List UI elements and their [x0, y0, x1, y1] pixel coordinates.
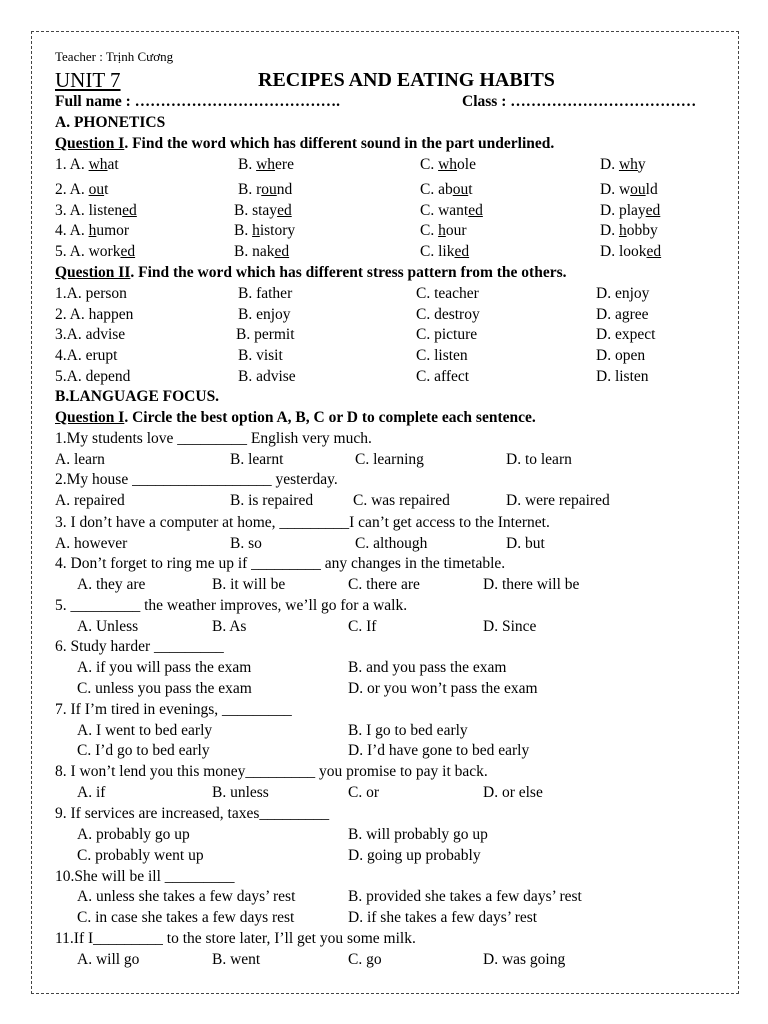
option-text: C. teacher: [416, 285, 479, 302]
option-text: C. there are: [348, 576, 420, 593]
option-text: D. would: [600, 181, 658, 198]
option-text: D. but: [506, 535, 545, 552]
option-text: B. where: [238, 156, 294, 173]
option-text: D. enjoy: [596, 285, 650, 302]
unit-label: UNIT 7: [55, 68, 121, 92]
option-text: A. Unless: [77, 618, 139, 635]
option-text: D. were repaired: [506, 492, 610, 509]
option-text: D. listen: [596, 368, 649, 385]
question-text: 4. Don’t forget to ring me up if _________ any changes in the timetable.: [55, 555, 506, 572]
option-text: B. father: [238, 285, 293, 302]
option-text: C. I’d go to bed early: [77, 742, 210, 759]
option-text: A. unless she takes a few days’ rest: [77, 888, 296, 905]
option-text: C. whole: [420, 156, 476, 173]
option-text: C. about: [420, 181, 473, 198]
option-text: 5.A. depend: [55, 368, 131, 385]
question-text: . Find the word which has different sound in the part underlined.: [124, 135, 555, 152]
option-text: D. was going: [483, 951, 566, 968]
question-text: 2.My house __________________ yesterday.: [55, 471, 338, 488]
option-text: A. they are: [77, 576, 146, 593]
option-text: 5. A. worked: [55, 243, 136, 260]
option-text: A. will go: [77, 951, 140, 968]
option-text: D. hobby: [600, 222, 658, 239]
question-a2-instruction: [55, 264, 567, 282]
option-text: B. history: [234, 222, 296, 239]
question-text: 7. If I’m tired in evenings, _________: [55, 701, 292, 718]
option-text: D. looked: [600, 243, 662, 260]
option-text: C. hour: [420, 222, 467, 239]
question-text: 1.My students love _________ English very much.: [55, 430, 372, 447]
option-text: C. listen: [416, 347, 468, 364]
option-text: D. open: [596, 347, 646, 364]
question-text: 3. I don’t have a computer at home, _________I can’t get access to the Internet.: [55, 514, 550, 531]
option-text: 2. A. happen: [55, 306, 134, 323]
option-text: D. to learn: [506, 451, 572, 468]
option-text: C. learning: [355, 451, 424, 468]
option-text: 1. A. what: [55, 156, 119, 173]
page-title: RECIPES AND EATING HABITS: [258, 69, 555, 91]
question-text: 10.She will be ill _________: [55, 868, 235, 885]
option-text: B. stayed: [234, 202, 292, 219]
option-text: A. if you will pass the exam: [77, 659, 252, 676]
question-label: Question II: [55, 264, 131, 281]
option-text: C. affect: [416, 368, 470, 385]
question-text: 8. I won’t lend you this money_________ you promise to pay it back.: [55, 763, 488, 780]
question-text: 5. _________ the weather improves, we’ll go for a walk.: [55, 597, 408, 614]
option-text: D. Since: [483, 618, 537, 635]
question-text: 11.If I_________ to the store later, I’ll get you some milk.: [55, 930, 416, 947]
option-text: A. I went to bed early: [77, 722, 213, 739]
option-text: C. go: [348, 951, 382, 968]
option-text: D. or you won’t pass the exam: [348, 680, 538, 697]
option-text: B. it will be: [212, 576, 286, 593]
option-text: C. unless you pass the exam: [77, 680, 252, 697]
option-text: D. if she takes a few days’ rest: [348, 909, 538, 926]
section-a-heading: A. PHONETICS: [55, 114, 166, 131]
option-text: D. agree: [596, 306, 649, 323]
option-text: D. I’d have gone to bed early: [348, 742, 530, 759]
option-text: B. so: [230, 535, 262, 552]
option-text: D. played: [600, 202, 661, 219]
question-label: Question I: [55, 135, 125, 152]
option-text: C. wanted: [420, 202, 483, 219]
option-text: A. repaired: [55, 492, 125, 509]
question-text: 9. If services are increased, taxes_________: [55, 805, 330, 822]
option-text: B. went: [212, 951, 261, 968]
question-b1-instruction: [55, 409, 536, 427]
question-text: . Circle the best option A, B, C or D to complete each sentence.: [124, 409, 536, 426]
option-text: B. and you pass the exam: [348, 659, 507, 676]
question-a1-instruction: [55, 135, 554, 153]
full-name-field: Full name : ………………………………….: [55, 93, 341, 110]
option-text: A. however: [55, 535, 128, 552]
option-text: C. although: [355, 535, 428, 552]
option-text: 1.A. person: [55, 285, 127, 302]
option-text: B. visit: [238, 347, 283, 364]
option-text: B. enjoy: [238, 306, 291, 323]
option-text: C. liked: [420, 243, 470, 260]
question-label: Question I: [55, 409, 125, 426]
section-b-heading: B.LANGUAGE FOCUS.: [55, 388, 220, 405]
option-text: D. going up probably: [348, 847, 481, 864]
option-text: 2. A. out: [55, 181, 109, 198]
option-text: C. probably went up: [77, 847, 204, 864]
option-text: C. If: [348, 618, 377, 635]
option-text: C. picture: [416, 326, 478, 343]
option-text: 4.A. erupt: [55, 347, 118, 364]
option-text: B. naked: [234, 243, 290, 260]
option-text: B. is repaired: [230, 492, 314, 509]
option-text: C. was repaired: [353, 492, 450, 509]
option-text: B. round: [238, 181, 293, 198]
option-text: B. unless: [212, 784, 269, 801]
option-text: A. learn: [55, 451, 105, 468]
teacher-name: Teacher : Trịnh Cương: [55, 49, 174, 64]
option-text: 4. A. humor: [55, 222, 130, 239]
option-text: A. if: [77, 784, 106, 801]
option-text: B. advise: [238, 368, 296, 385]
option-text: B. provided she takes a few days’ rest: [348, 888, 582, 905]
option-text: C. destroy: [416, 306, 480, 323]
option-text: C. or: [348, 784, 379, 801]
question-text: . Find the word which has different stress pattern from the others.: [130, 264, 567, 281]
option-text: B. will probably go up: [348, 826, 488, 843]
option-text: B. As: [212, 618, 247, 635]
option-text: 3. A. listened: [55, 202, 137, 219]
option-text: D. why: [600, 156, 646, 173]
option-text: B. I go to bed early: [348, 722, 468, 739]
option-text: A. probably go up: [77, 826, 190, 843]
option-text: C. in case she takes a few days rest: [77, 909, 295, 926]
option-text: D. expect: [596, 326, 656, 343]
question-text: 6. Study harder _________: [55, 638, 224, 655]
option-text: D. or else: [483, 784, 543, 801]
option-text: B. learnt: [230, 451, 284, 468]
option-text: B. permit: [236, 326, 295, 343]
class-field: Class : ………………………………: [462, 93, 697, 110]
option-text: D. there will be: [483, 576, 580, 593]
option-text: 3.A. advise: [55, 326, 126, 343]
